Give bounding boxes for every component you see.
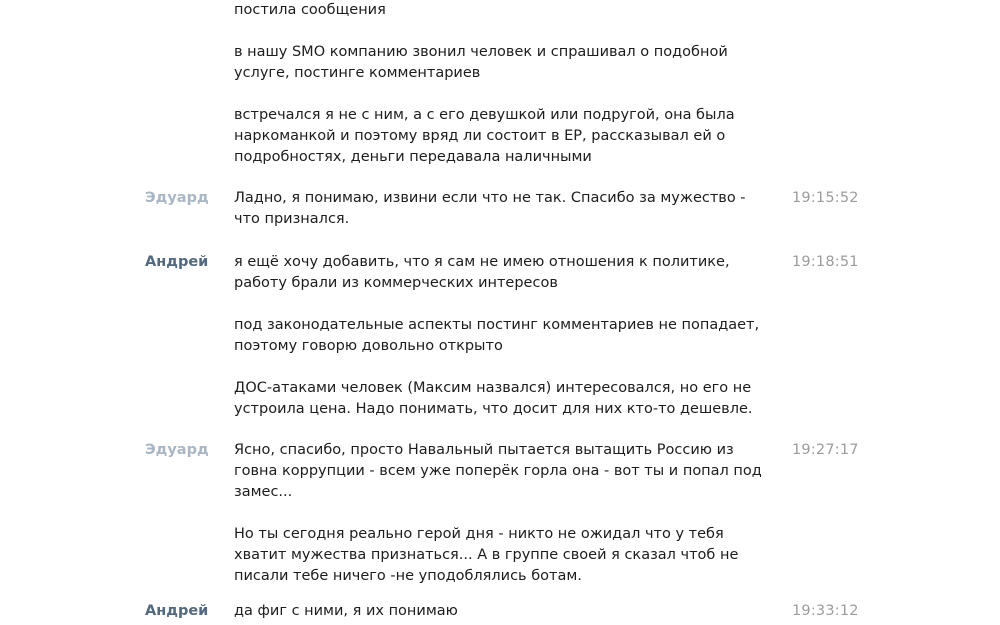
message-text: ДОС-атаками человек (Максим назвался) интересовался, но его не устроила цена. Надо понимать, что досит для них кто-то дешевле. [234,380,753,417]
message-list [234,188,774,230]
sender-name[interactable]: Андрей [145,254,209,270]
message-text: в нашу SMO компанию звонил человек и спрашивал о подобной услуге, постинге комментариев [234,44,728,81]
message-text: постила сообщения [234,2,386,18]
message-timestamp: 19:33:12 [792,603,859,619]
message-list [234,252,774,420]
message-list [234,601,774,622]
message-list [234,440,774,587]
message-timestamp: 19:15:52 [792,190,859,206]
message-timestamp: 19:27:17 [792,442,859,458]
message-text: Но ты сегодня реально герой дня - никто не ожидал что у тебя хватит мужества признаться... А в группе своей я сказал чтоб не писали тебе ничего -не уподоблялись ботам. [234,526,739,584]
message-text: Ладно, я понимаю, извини если что не так. Спасибо за мужество - что признался. [234,190,746,227]
sender-name[interactable]: Эдуард [145,190,209,206]
message-text: встречался я не с ним, а с его девушкой или подругой, она была наркоманкой и поэтому вряд ли состоит в ЕР, рассказывал ей о подробностях, деньги передавала наличными [234,107,735,165]
message-list [234,0,774,168]
message-text: я ещё хочу добавить, что я сам не имею отношения к политике, работу брали из коммерческих интересов [234,254,730,291]
message-text: Ясно, спасибо, просто Навальный пытается вытащить Россию из говна коррупции - всем уже поперёк горла она - вот ты и попал под замес... [234,442,762,500]
message-timestamp: 19:18:51 [792,254,859,270]
message-text: да фиг с ними, я их понимаю [234,603,458,619]
message-text: под законодательные аспекты постинг комментариев не попадает, поэтому говорю довольно открыто [234,317,760,354]
sender-name[interactable]: Андрей [145,603,209,619]
sender-name[interactable]: Эдуард [145,442,209,458]
